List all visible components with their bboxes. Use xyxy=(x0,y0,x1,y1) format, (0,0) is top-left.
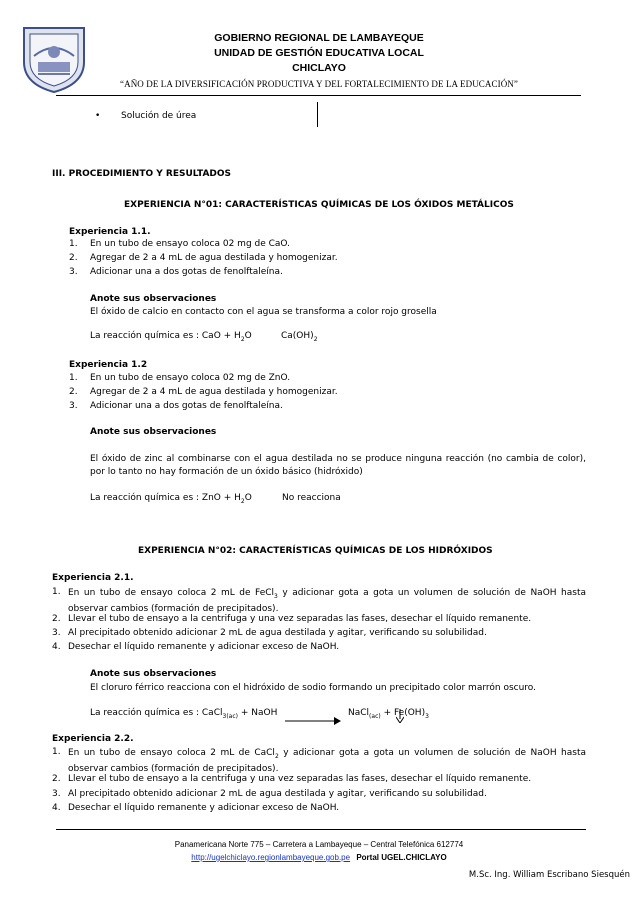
e21-step-3: Al precipitado obtenido adicionar 2 mL de agua destilada y agitar, verificando su solubilidad. xyxy=(68,628,487,638)
header-rule xyxy=(56,95,581,96)
reaction-sub: 3(ac) xyxy=(222,712,238,720)
e11-step: Adicionar una a dos gotas de fenolftaleína. xyxy=(90,267,283,277)
product-b: + Fe(OH) xyxy=(380,708,426,718)
e21-obs-text: El cloruro férrico reacciona con el hidróxido de sodio formando un precipitado color marrón oscuro. xyxy=(90,683,537,693)
portal-label: Portal UGEL.CHICLAYO xyxy=(356,853,447,862)
e21-step-2: Llevar el tubo de ensayo a la centrifuga y una vez separadas las fases, desechar el líquido remanente. xyxy=(68,614,532,624)
e11-step-num: 2. xyxy=(69,253,78,263)
website-link[interactable]: http://ugelchiclayo.regionlambayeque.gob.pe xyxy=(191,853,351,862)
reaction-label: La reacción química es : CaCl xyxy=(90,708,223,718)
e12-obs-label: Anote sus observaciones xyxy=(90,427,217,437)
e21-step-4: Desechar el líquido remanente y adicionar exceso de NaOH. xyxy=(68,642,340,652)
reaction-arrow-icon xyxy=(285,711,341,721)
exp2-title: EXPERIENCIA N°02: CARACTERÍSTICAS QUÍMICAS DE LOS HIDRÓXIDOS xyxy=(138,546,493,556)
reaction-after: O xyxy=(244,331,252,341)
e11-heading: Experiencia 1.1. xyxy=(69,227,151,237)
product-a: NaCl xyxy=(348,708,370,718)
e11-step-num: 1. xyxy=(69,239,78,249)
reaction-sub: 2 xyxy=(240,497,245,505)
product-sub: (ac) xyxy=(369,712,381,720)
e12-reaction xyxy=(90,493,252,505)
footer-author: M.Sc. Ing. William Escribano Siesquén xyxy=(468,870,630,880)
step-text-cont: y adicionar gota a gota un volumen de solución de NaOH hasta observar cambios (formación de precipitados). xyxy=(68,748,586,774)
e11-product xyxy=(281,331,318,343)
e12-step-num: 1. xyxy=(69,373,78,383)
e12-product: No reacciona xyxy=(282,493,341,503)
header-line-1: GOBIERNO REGIONAL DE LAMBAYEQUE xyxy=(214,32,424,44)
e21-obs-label: Anote sus observaciones xyxy=(90,669,217,679)
step-text-cont: y adicionar gota a gota un volumen de solución de NaOH hasta observar cambios (formación de precipitados). xyxy=(68,588,586,614)
e21-step-1 xyxy=(68,587,586,616)
header-motto: “AÑO DE LA DIVERSIFICACIÓN PRODUCTIVA Y DEL FORTALECIMIENTO DE LA EDUCACIÓN” xyxy=(120,79,518,89)
e12-step-num: 2. xyxy=(69,387,78,397)
e22-step-2: Llevar el tubo de ensayo a la centrifuga y una vez separadas las fases, desechar el líquido remanente. xyxy=(68,774,532,784)
e22-step-4: Desechar el líquido remanente y adicionar exceso de NaOH. xyxy=(68,803,340,813)
e21-product xyxy=(348,708,429,720)
bullet-dot: • xyxy=(95,111,101,121)
e21-reaction xyxy=(90,708,277,720)
reaction-label: La reacción química es : CaO + H xyxy=(90,331,241,341)
e12-heading: Experiencia 1.2 xyxy=(69,360,148,370)
reaction-after: O xyxy=(244,493,252,503)
e11-step: Agregar de 2 a 4 mL de agua destilada y homogenizar. xyxy=(90,253,338,263)
step-sub: 3 xyxy=(274,592,278,600)
reaction-label: La reacción química es : ZnO + H xyxy=(90,493,241,503)
product-sub: 2 xyxy=(313,335,318,343)
header-line-2: UNIDAD DE GESTIÓN EDUCATIVA LOCAL xyxy=(214,47,424,59)
header-line-3: CHICLAYO xyxy=(292,62,346,74)
e11-obs-label: Anote sus observaciones xyxy=(90,294,217,304)
e21-heading: Experiencia 2.1. xyxy=(52,573,134,583)
bullet-item: Solución de úrea xyxy=(121,111,197,121)
e22-step-1 xyxy=(68,747,586,776)
e12-obs-text: El óxido de zinc al combinarse con el agua destilada no se produce ninguna reacción (no cambia de color), por lo tanto no hay formación de un óxido básico (hidróxido) xyxy=(90,454,586,477)
e22-step-num: 1. xyxy=(52,747,61,757)
reaction-sub: 2 xyxy=(240,335,245,343)
step-text: En un tubo de ensayo coloca 2 mL de CaCl xyxy=(68,748,275,758)
e21-step-num: 3. xyxy=(52,628,61,638)
precipitate-arrow-icon xyxy=(396,708,404,722)
e21-step-num: 2. xyxy=(52,614,61,624)
vertical-rule xyxy=(317,102,318,127)
product-text: Ca(OH) xyxy=(281,331,314,341)
footer-rule xyxy=(56,829,586,830)
e12-step: Agregar de 2 a 4 mL de agua destilada y homogenizar. xyxy=(90,387,338,397)
e22-step-3: Al precipitado obtenido adicionar 2 mL de agua destilada y agitar, verificando su solubilidad. xyxy=(68,789,487,799)
e22-step-num: 2. xyxy=(52,774,61,784)
step-sub: 2 xyxy=(274,752,279,760)
e22-step-num: 4. xyxy=(52,803,61,813)
reaction-after: + NaOH xyxy=(237,708,278,718)
e12-step: Adicionar una a dos gotas de fenolftaleína. xyxy=(90,401,283,411)
e21-step-num: 1. xyxy=(52,587,61,597)
e12-step-num: 3. xyxy=(69,401,78,411)
e22-step-num: 3. xyxy=(52,789,61,799)
e11-step-num: 3. xyxy=(69,267,78,277)
exp1-title: EXPERIENCIA N°01: CARACTERÍSTICAS QUÍMICAS DE LOS ÓXIDOS METÁLICOS xyxy=(124,200,514,210)
e12-step: En un tubo de ensayo coloca 02 mg de ZnO. xyxy=(90,373,291,383)
e11-obs-text: El óxido de calcio en contacto con el agua se transforma a color rojo grosella xyxy=(90,307,437,317)
e22-heading: Experiencia 2.2. xyxy=(52,734,134,744)
footer-address: Panamericana Norte 775 – Carretera a Lambayeque – Central Telefónica 612774 xyxy=(174,840,464,849)
e11-step: En un tubo de ensayo coloca 02 mg de CaO. xyxy=(90,239,291,249)
e11-reaction xyxy=(90,331,252,343)
e21-step-num: 4. xyxy=(52,642,61,652)
product-sub2: 3 xyxy=(425,712,429,720)
section-title: III. PROCEDIMIENTO Y RESULTADOS xyxy=(52,169,232,179)
step-text: En un tubo de ensayo coloca 2 mL de FeCl xyxy=(68,588,275,598)
footer-link-line xyxy=(0,853,638,862)
